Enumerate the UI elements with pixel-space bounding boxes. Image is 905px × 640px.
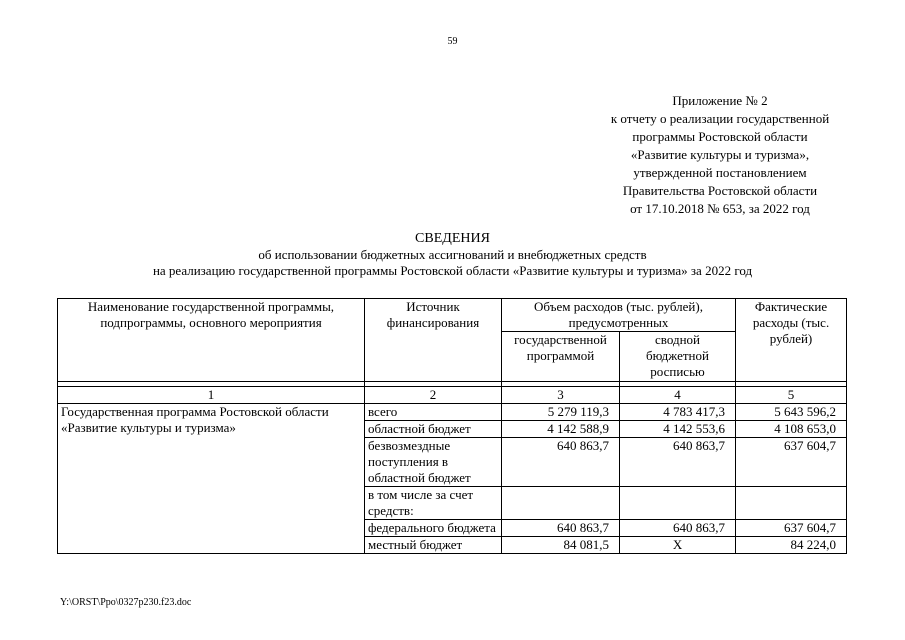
appendix-line: программы Ростовской области xyxy=(632,129,808,144)
appendix-line: Правительства Ростовской области xyxy=(622,183,818,198)
source-cell: всего xyxy=(365,404,502,421)
document-title: СВЕДЕНИЯ xyxy=(415,231,490,246)
document-subtitle-line-2: на реализацию государственной программы Ростовской области «Развитие культуры и туризма» за 2022 год xyxy=(152,263,753,278)
budget-amount-cell: 4 142 553,6 xyxy=(620,421,736,438)
table-row xyxy=(58,404,847,421)
column-number: 5 xyxy=(736,387,847,404)
appendix-line: Приложение № 2 xyxy=(672,93,768,108)
program-amount-cell: 4 142 588,9 xyxy=(502,421,620,438)
source-cell: безвозмездные поступления в областной бюджет xyxy=(365,438,502,487)
header-source: Источник финансирования xyxy=(365,299,502,382)
header-name: Наименование государственной программы, подпрограммы, основного мероприятия xyxy=(58,299,365,382)
header-actual: Фактические расходы (тыс. рублей) xyxy=(736,299,847,382)
appendix-line: от 17.10.2018 № 653, за 2022 год xyxy=(630,201,810,216)
program-amount-cell: 640 863,7 xyxy=(502,520,620,537)
actual-amount-cell: 637 604,7 xyxy=(736,438,847,487)
column-number: 1 xyxy=(58,387,365,404)
source-cell: областной бюджет xyxy=(365,421,502,438)
document-subtitle-line-1: об использовании бюджетных ассигнований и внебюджетных средств xyxy=(258,247,647,262)
actual-amount-cell xyxy=(736,487,847,520)
budget-amount-cell: 4 783 417,3 xyxy=(620,404,736,421)
budget-amount-cell xyxy=(620,487,736,520)
actual-amount-cell: 5 643 596,2 xyxy=(736,404,847,421)
page-number: 59 xyxy=(447,36,458,47)
document-heading xyxy=(0,230,905,279)
budget-amount-cell: 640 863,7 xyxy=(620,520,736,537)
header-planned: Объем расходов (тыс. рублей), предусмотренных xyxy=(502,299,736,332)
table-header-row xyxy=(58,299,847,332)
file-path-footer: Y:\ORST\Ppo\0327p230.f23.doc xyxy=(60,597,192,608)
source-cell: федерального бюджета xyxy=(365,520,502,537)
header-planned-budget: сводной бюджетной росписью xyxy=(620,332,736,382)
actual-amount-cell: 84 224,0 xyxy=(736,537,847,554)
program-name-cell: Государственная программа Ростовской области «Развитие культуры и туризма» xyxy=(58,404,365,554)
appendix-line: утвержденной постановлением xyxy=(633,165,807,180)
program-amount-cell: 640 863,7 xyxy=(502,438,620,487)
expenditure-table xyxy=(57,298,847,554)
appendix-line: «Развитие культуры и туризма», xyxy=(630,147,810,162)
source-cell: местный бюджет xyxy=(365,537,502,554)
source-cell: в том числе за счет средств: xyxy=(365,487,502,520)
program-amount-cell: 5 279 119,3 xyxy=(502,404,620,421)
header-planned-program: государственной программой xyxy=(502,332,620,382)
column-number: 4 xyxy=(620,387,736,404)
budget-amount-cell: Х xyxy=(620,537,736,554)
appendix-line: к отчету о реализации государственной xyxy=(610,111,830,126)
column-numbers-row xyxy=(58,387,847,404)
budget-amount-cell: 640 863,7 xyxy=(620,438,736,487)
appendix-note xyxy=(560,92,880,218)
column-number: 2 xyxy=(365,387,502,404)
program-amount-cell: 84 081,5 xyxy=(502,537,620,554)
column-number: 3 xyxy=(502,387,620,404)
actual-amount-cell: 4 108 653,0 xyxy=(736,421,847,438)
actual-amount-cell: 637 604,7 xyxy=(736,520,847,537)
program-amount-cell xyxy=(502,487,620,520)
